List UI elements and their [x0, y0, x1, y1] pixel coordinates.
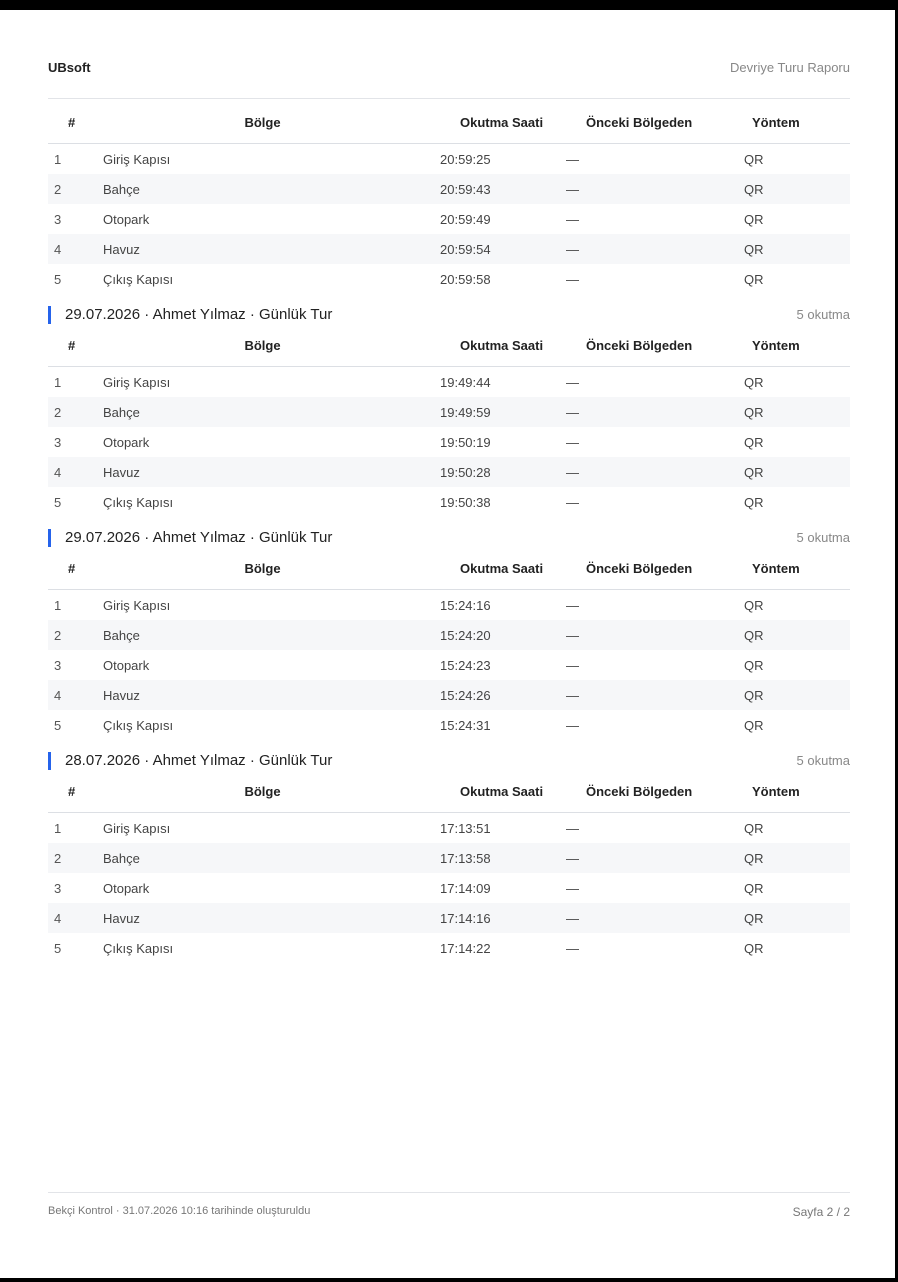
scan-time: 20:59:49	[440, 211, 491, 227]
prev-zone: —	[566, 457, 724, 487]
col-method-header: Yöntem	[724, 561, 850, 590]
table-row	[48, 680, 850, 710]
scan-method: QR	[724, 903, 850, 933]
zone-name: Çıkış Kapısı	[103, 494, 174, 510]
col-prev-header: Önceki Bölgeden	[566, 784, 724, 813]
scan-time: 20:59:43	[428, 174, 566, 204]
brand-name: UBsoft	[48, 60, 91, 75]
row-number: 4	[48, 234, 97, 264]
row-number: 5	[54, 271, 62, 287]
row-number: 2	[48, 397, 97, 427]
table-row	[48, 620, 850, 650]
row-number: 5	[54, 494, 62, 510]
tour-title: 29.07.2026 · Ahmet Yılmaz · Günlük Tur	[48, 306, 332, 324]
zone-name: Otopark	[103, 434, 150, 450]
table-row	[48, 873, 850, 903]
scan-method: QR	[724, 397, 850, 427]
zone-name: Giriş Kapısı	[103, 597, 171, 613]
patrol-table	[48, 784, 850, 963]
col-prev-header: Önceki Bölgeden	[566, 115, 724, 144]
row-number: 1	[54, 374, 62, 390]
scan-time: 15:24:26	[428, 680, 566, 710]
row-number: 3	[54, 211, 62, 227]
scan-method: QR	[744, 271, 764, 287]
scan-time: 17:14:22	[440, 940, 491, 956]
prev-zone: —	[566, 820, 579, 836]
tour-section-header	[48, 302, 850, 332]
tour-title: 29.07.2026 · Ahmet Yılmaz · Günlük Tur	[48, 529, 332, 547]
prev-zone: —	[566, 680, 724, 710]
row-number: 2	[48, 620, 97, 650]
zone-name: Giriş Kapısı	[103, 374, 171, 390]
patrol-table	[48, 561, 850, 740]
prev-zone: —	[566, 717, 579, 733]
table-row	[48, 367, 850, 398]
scan-time: 17:13:51	[440, 820, 491, 836]
col-number-header: #	[48, 784, 97, 813]
row-number: 4	[48, 680, 97, 710]
col-method-header: Yöntem	[724, 338, 850, 367]
row-number: 3	[54, 657, 62, 673]
scan-method: QR	[744, 820, 764, 836]
zone-name: Giriş Kapısı	[103, 820, 171, 836]
col-prev-header: Önceki Bölgeden	[566, 561, 724, 590]
scan-method: QR	[724, 174, 850, 204]
col-method-header: Yöntem	[724, 784, 850, 813]
scan-method: QR	[744, 880, 764, 896]
scan-time: 15:24:16	[440, 597, 491, 613]
scan-time: 19:50:19	[440, 434, 491, 450]
scan-time: 15:24:20	[428, 620, 566, 650]
zone-name: Bahçe	[97, 174, 428, 204]
scan-time: 20:59:54	[428, 234, 566, 264]
prev-zone: —	[566, 151, 579, 167]
table-row	[48, 650, 850, 680]
table-row	[48, 264, 850, 294]
table-row	[48, 457, 850, 487]
scan-method: QR	[744, 374, 764, 390]
tour-section-header	[48, 748, 850, 778]
scan-method: QR	[744, 597, 764, 613]
scan-time: 17:13:58	[428, 843, 566, 873]
page-header	[48, 10, 850, 99]
scan-method: QR	[744, 434, 764, 450]
scan-method: QR	[724, 234, 850, 264]
scan-method: QR	[744, 211, 764, 227]
row-number: 2	[48, 843, 97, 873]
page-footer	[48, 1192, 850, 1233]
col-zone-header: Bölge	[97, 561, 428, 590]
col-method-header: Yöntem	[724, 115, 850, 144]
col-zone-header: Bölge	[97, 784, 428, 813]
table-row	[48, 234, 850, 264]
row-number: 2	[48, 174, 97, 204]
scan-time: 17:14:16	[428, 903, 566, 933]
prev-zone: —	[566, 174, 724, 204]
prev-zone: —	[566, 880, 579, 896]
scan-time: 19:49:44	[440, 374, 491, 390]
col-prev-header: Önceki Bölgeden	[566, 338, 724, 367]
prev-zone: —	[566, 903, 724, 933]
scan-method: QR	[724, 620, 850, 650]
scan-method: QR	[724, 843, 850, 873]
scan-method: QR	[744, 151, 764, 167]
col-time-header: Okutma Saati	[428, 338, 566, 367]
zone-name: Otopark	[103, 880, 150, 896]
scan-method: QR	[744, 717, 764, 733]
table-row	[48, 487, 850, 517]
report-title: Devriye Turu Raporu	[730, 60, 850, 75]
table-row	[48, 174, 850, 204]
table-row	[48, 710, 850, 740]
col-time-header: Okutma Saati	[428, 784, 566, 813]
col-time-header: Okutma Saati	[428, 115, 566, 144]
row-number: 1	[54, 151, 62, 167]
row-number: 5	[54, 717, 62, 733]
zone-name: Bahçe	[97, 397, 428, 427]
tour-title: 28.07.2026 · Ahmet Yılmaz · Günlük Tur	[48, 752, 332, 770]
scan-time: 19:49:59	[428, 397, 566, 427]
scan-time: 20:59:58	[440, 271, 491, 287]
table-row	[48, 590, 850, 621]
zone-name: Havuz	[97, 457, 428, 487]
prev-zone: —	[566, 494, 579, 510]
prev-zone: —	[566, 397, 724, 427]
row-number: 1	[54, 820, 62, 836]
col-zone-header: Bölge	[97, 115, 428, 144]
scan-count: 5 okutma	[796, 530, 850, 545]
row-number: 1	[54, 597, 62, 613]
table-row	[48, 903, 850, 933]
scan-time: 20:59:25	[440, 151, 491, 167]
table-row	[48, 144, 850, 175]
row-number: 4	[48, 903, 97, 933]
prev-zone: —	[566, 374, 579, 390]
patrol-table	[48, 338, 850, 517]
scan-method: QR	[724, 680, 850, 710]
table-row	[48, 427, 850, 457]
scan-method: QR	[744, 657, 764, 673]
col-number-header: #	[48, 115, 97, 144]
zone-name: Çıkış Kapısı	[103, 940, 174, 956]
zone-name: Çıkış Kapısı	[103, 717, 174, 733]
prev-zone: —	[566, 271, 579, 287]
scan-time: 17:14:09	[440, 880, 491, 896]
row-number: 3	[54, 880, 62, 896]
table-row	[48, 933, 850, 963]
prev-zone: —	[566, 211, 579, 227]
zone-name: Çıkış Kapısı	[103, 271, 174, 287]
col-time-header: Okutma Saati	[428, 561, 566, 590]
scan-time: 15:24:23	[440, 657, 491, 673]
scan-count: 5 okutma	[796, 307, 850, 322]
table-row	[48, 813, 850, 844]
zone-name: Giriş Kapısı	[103, 151, 171, 167]
report-page	[0, 10, 895, 1278]
zone-name: Havuz	[97, 903, 428, 933]
col-number-header: #	[48, 561, 97, 590]
tour-section-header	[48, 525, 850, 555]
table-row	[48, 397, 850, 427]
prev-zone: —	[566, 657, 579, 673]
scan-method: QR	[744, 940, 764, 956]
zone-name: Otopark	[103, 211, 150, 227]
zone-name: Havuz	[97, 680, 428, 710]
row-number: 5	[54, 940, 62, 956]
scan-time: 19:50:38	[440, 494, 491, 510]
zone-name: Bahçe	[97, 620, 428, 650]
prev-zone: —	[566, 940, 579, 956]
col-number-header: #	[48, 338, 97, 367]
scan-count: 5 okutma	[796, 753, 850, 768]
scan-method: QR	[724, 457, 850, 487]
zone-name: Havuz	[97, 234, 428, 264]
col-zone-header: Bölge	[97, 338, 428, 367]
page-number: Sayfa 2 / 2	[792, 1205, 850, 1219]
prev-zone: —	[566, 620, 724, 650]
zone-name: Otopark	[103, 657, 150, 673]
table-row	[48, 204, 850, 234]
row-number: 3	[54, 434, 62, 450]
scan-method: QR	[744, 494, 764, 510]
prev-zone: —	[566, 843, 724, 873]
generated-note: Bekçi Kontrol · 31.07.2026 10:16 tarihinde oluşturuldu	[48, 1205, 311, 1217]
row-number: 4	[48, 457, 97, 487]
scan-time: 19:50:28	[428, 457, 566, 487]
prev-zone: —	[566, 234, 724, 264]
zone-name: Bahçe	[97, 843, 428, 873]
prev-zone: —	[566, 434, 579, 450]
table-row	[48, 843, 850, 873]
report-tables	[48, 115, 850, 963]
scan-time: 15:24:31	[440, 717, 491, 733]
prev-zone: —	[566, 597, 579, 613]
patrol-table	[48, 115, 850, 294]
